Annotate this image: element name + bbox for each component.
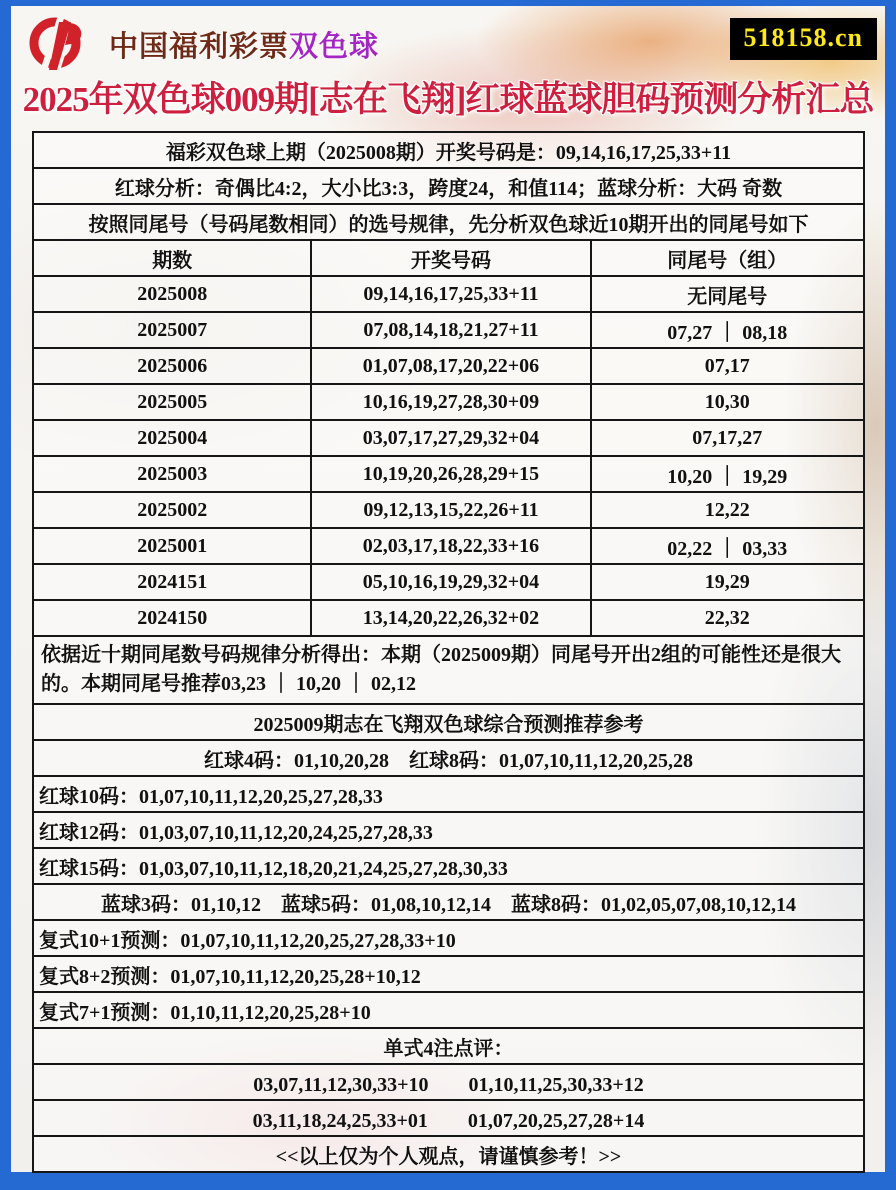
conclusion-row: 依据近十期同尾数号码规律分析得出：本期（2025009期）同尾号开出2组的可能性还是很大的。本期同尾号推荐03,23 ｜ 10,20 ｜ 02,12: [33, 636, 864, 704]
disclaimer-row: <<以上仅为个人观点，请谨慎参考！>>: [33, 1136, 864, 1172]
history-row: [33, 312, 864, 348]
same-tail-cell: 07,17,27: [591, 420, 864, 456]
history-header-row: [33, 240, 864, 276]
fushi-10-1-row: 复式10+1预测：01,07,10,11,12,20,25,27,28,33+10: [33, 920, 864, 956]
same-tail-cell: 07,17: [591, 348, 864, 384]
numbers-cell: 10,19,20,26,28,29+15: [311, 456, 590, 492]
period-cell: 2025002: [33, 492, 311, 528]
history-row: [33, 600, 864, 636]
same-tail-cell: 12,22: [591, 492, 864, 528]
china-welfare-lottery-logo-icon: [25, 14, 97, 77]
same-tail-cell: 02,22 ｜ 03,33: [591, 528, 864, 564]
singles-row-2: 03,11,18,24,25,33+01 01,07,20,25,27,28+14: [33, 1100, 864, 1136]
period-cell: 2025004: [33, 420, 311, 456]
prediction-table: [32, 131, 865, 1173]
numbers-cell: 07,08,14,18,21,27+11: [311, 312, 590, 348]
numbers-cell: 09,12,13,15,22,26+11: [311, 492, 590, 528]
ball-analysis-row: 红球分析：奇偶比4:2，大小比3:3，跨度24，和值114；蓝球分析：大码 奇数: [33, 168, 864, 204]
fushi-8-2-row: 复式8+2预测：01,07,10,11,12,20,25,28+10,12: [33, 956, 864, 992]
period-cell: 2025008: [33, 276, 311, 312]
page-title: 2025年双色球009期[志在飞翔]红球蓝球胆码预测分析汇总: [22, 80, 874, 119]
numbers-cell: 13,14,20,22,26,32+02: [311, 600, 590, 636]
numbers-cell: 03,07,17,27,29,32+04: [311, 420, 590, 456]
history-row: [33, 564, 864, 600]
brand-name-text: 中国福利彩票: [109, 31, 290, 63]
brand-title: [109, 24, 379, 65]
page-header: [11, 6, 885, 70]
numbers-cell: 01,07,08,17,20,22+06: [311, 348, 590, 384]
red-15-row: 红球15码：01,03,07,10,11,12,18,20,21,24,25,27,28,30,33: [33, 848, 864, 884]
red-4-8-row: 红球4码：01,10,20,28 红球8码：01,07,10,11,12,20,25,28: [33, 740, 864, 776]
singles-title-row: 单式4注点评：: [33, 1028, 864, 1064]
period-cell: 2025006: [33, 348, 311, 384]
red-12-row: 红球12码：01,03,07,10,11,12,20,24,25,27,28,33: [33, 812, 864, 848]
red-10-row: 红球10码：01,07,10,11,12,20,25,27,28,33: [33, 776, 864, 812]
prediction-sheet: [32, 131, 865, 1173]
blue-3-5-8-row: 蓝球3码：01,10,12 蓝球5码：01,08,10,12,14 蓝球8码：01,02,05,07,08,10,12,14: [33, 884, 864, 920]
same-tail-cell: 10,20 ｜ 19,29: [591, 456, 864, 492]
col-header-same-tail: 同尾号（组）: [591, 240, 864, 276]
period-cell: 2024150: [33, 600, 311, 636]
period-cell: 2025005: [33, 384, 311, 420]
history-row: [33, 528, 864, 564]
numbers-cell: 05,10,16,19,29,32+04: [311, 564, 590, 600]
period-cell: 2024151: [33, 564, 311, 600]
site-badge: 518158.cn: [730, 18, 878, 60]
col-header-numbers: 开奖号码: [311, 240, 590, 276]
history-row: [33, 384, 864, 420]
period-cell: 2025003: [33, 456, 311, 492]
tail-rule-row: 按照同尾号（号码尾数相同）的选号规律，先分析双色球近10期开出的同尾号如下: [33, 204, 864, 240]
col-header-period: 期数: [33, 240, 311, 276]
period-cell: 2025001: [33, 528, 311, 564]
period-cell: 2025007: [33, 312, 311, 348]
history-row: [33, 348, 864, 384]
numbers-cell: 02,03,17,18,22,33+16: [311, 528, 590, 564]
same-tail-cell: 19,29: [591, 564, 864, 600]
history-row: [33, 456, 864, 492]
fushi-7-1-row: 复式7+1预测：01,10,11,12,20,25,28+10: [33, 992, 864, 1028]
singles-row-1: 03,07,11,12,30,33+10 01,10,11,25,30,33+12: [33, 1064, 864, 1100]
forecast-section-title: 2025009期志在飞翔双色球综合预测推荐参考: [33, 704, 864, 740]
same-tail-cell: 22,32: [591, 600, 864, 636]
numbers-cell: 10,16,19,27,28,30+09: [311, 384, 590, 420]
same-tail-cell: 10,30: [591, 384, 864, 420]
numbers-cell: 09,14,16,17,25,33+11: [311, 276, 590, 312]
same-tail-cell: 07,27 ｜ 08,18: [591, 312, 864, 348]
brand-product-text: 双色球: [289, 31, 380, 63]
history-row: [33, 276, 864, 312]
history-row: [33, 492, 864, 528]
same-tail-cell: 无同尾号: [591, 276, 864, 312]
last-draw-row: 福彩双色球上期（2025008期）开奖号码是：09,14,16,17,25,33+11: [33, 132, 864, 168]
history-row: [33, 420, 864, 456]
